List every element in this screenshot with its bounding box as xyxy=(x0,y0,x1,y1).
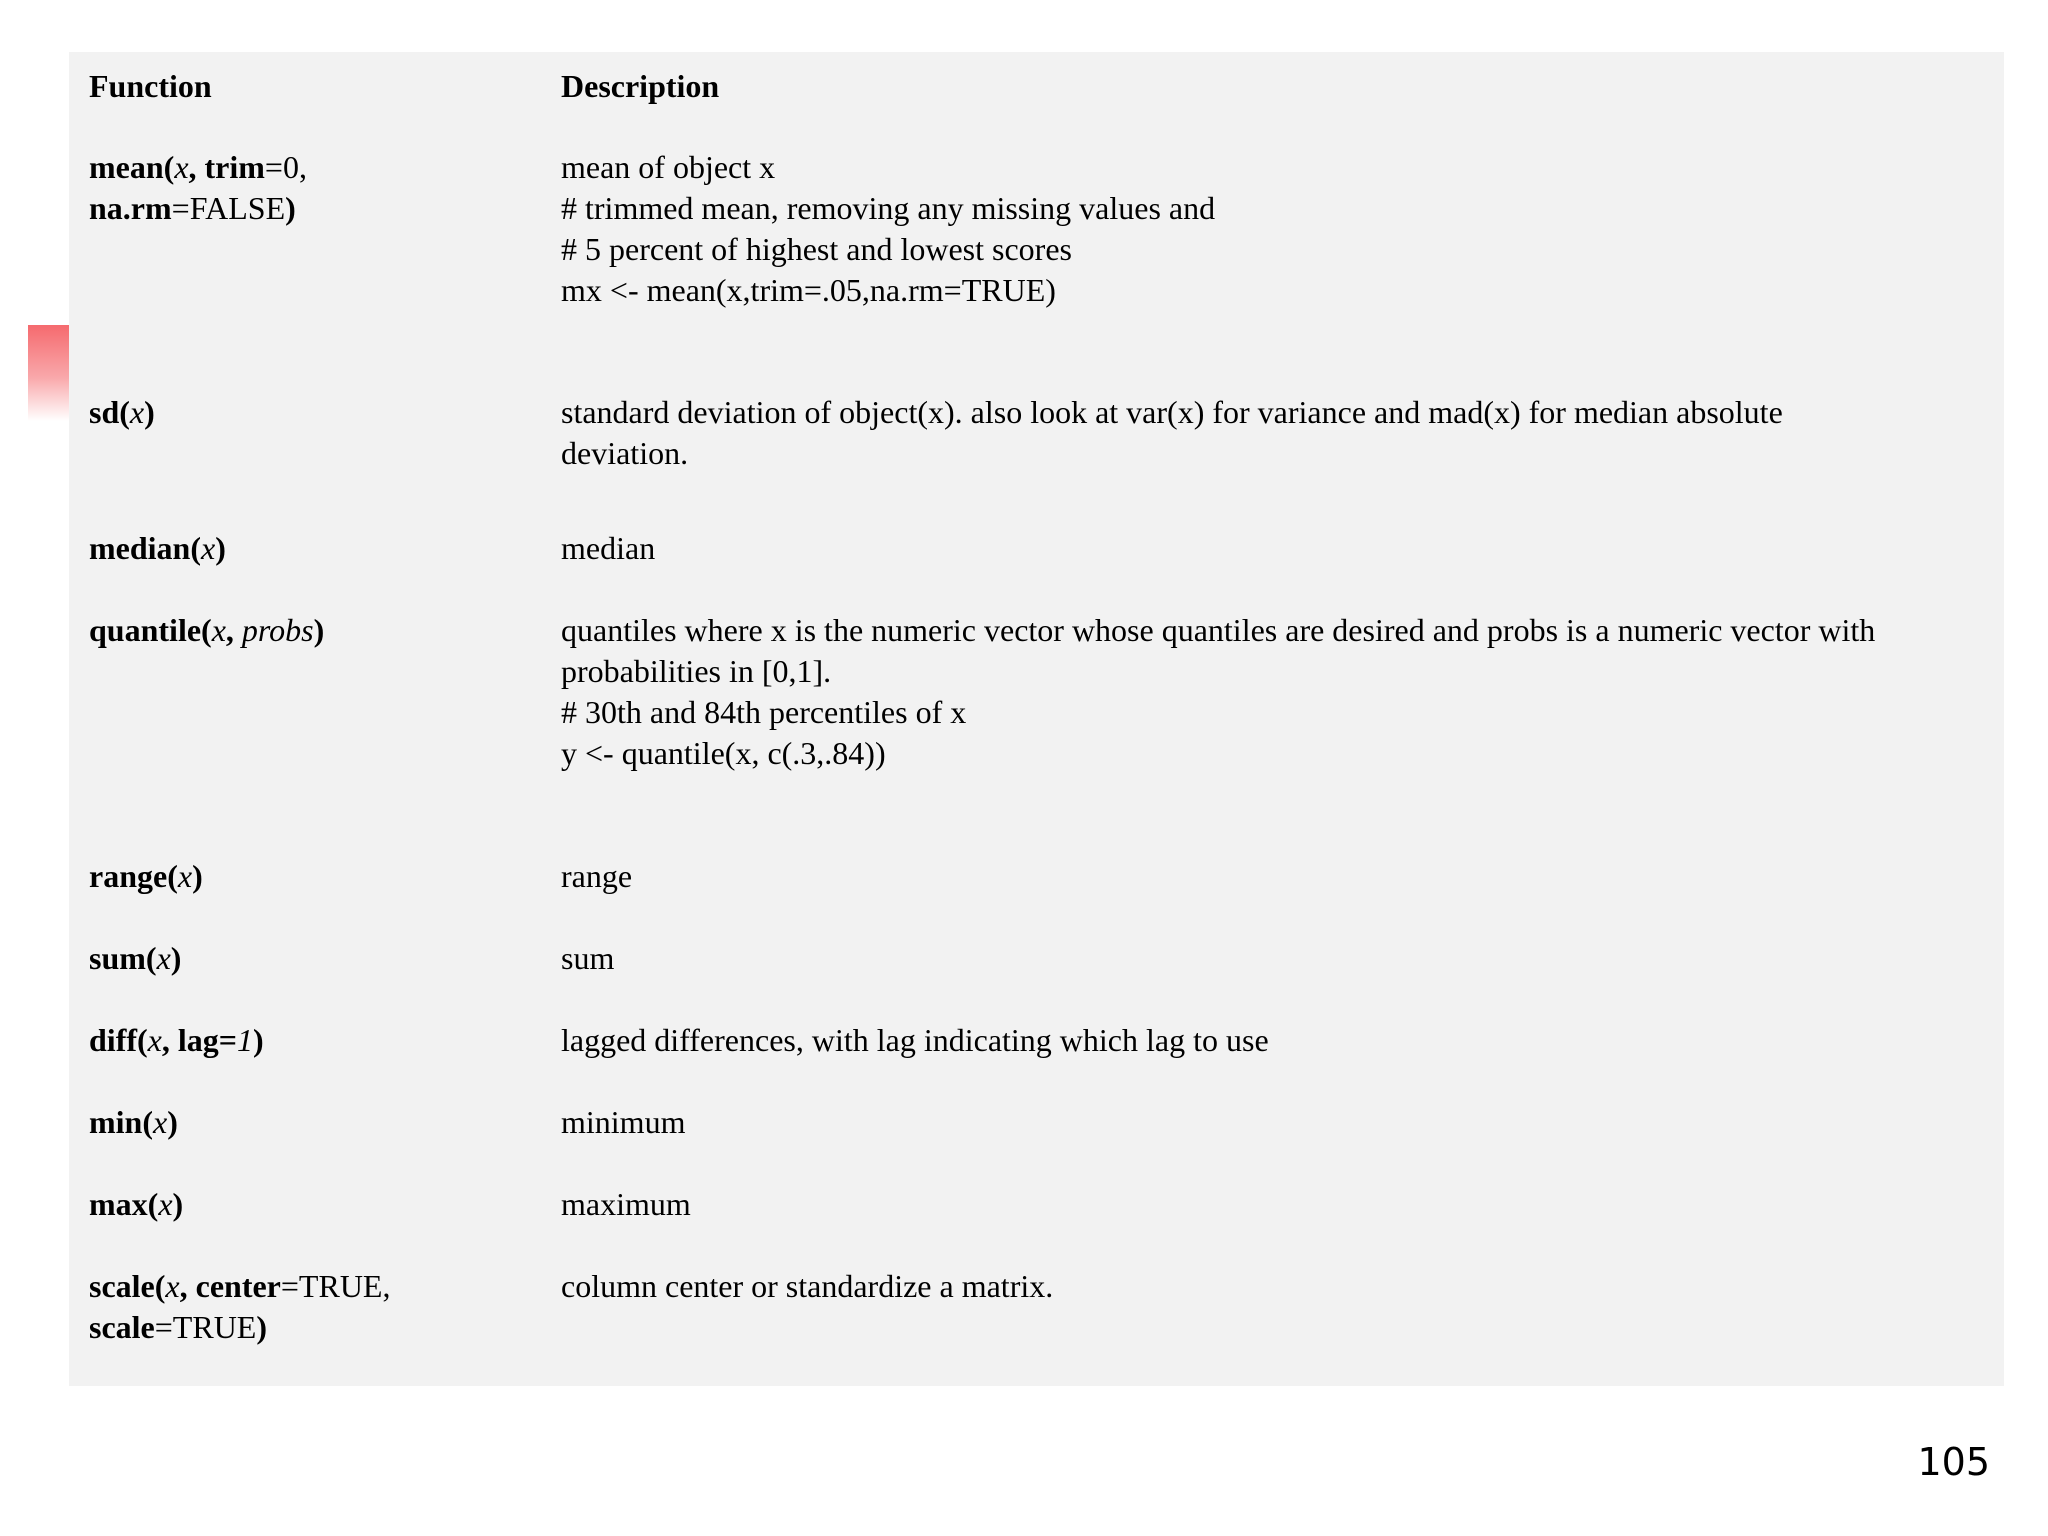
description-mean-line: # 5 percent of highest and lowest scores xyxy=(561,231,1072,267)
function-sum-arg: x xyxy=(156,940,171,976)
function-diff-arg-lag: , lag xyxy=(161,1022,219,1058)
description-sum xyxy=(561,938,614,979)
description-sum-line: sum xyxy=(561,940,615,976)
function-median xyxy=(89,528,226,569)
description-quantile xyxy=(561,610,1875,774)
description-quantile-line: probabilities in [0,1]. xyxy=(561,653,832,689)
function-range xyxy=(89,856,203,897)
slide-accent-marker xyxy=(28,325,69,421)
function-mean-arg-trim: , trim xyxy=(188,149,265,185)
description-quantile-line: quantiles where x is the numeric vector whose quantiles are desired and probs is a numeric vector with xyxy=(561,612,1876,648)
function-mean-narm-value: =FALSE xyxy=(171,190,286,226)
function-median-name: median( xyxy=(89,530,201,566)
function-sd-arg: x xyxy=(129,394,145,430)
function-max-close: ) xyxy=(172,1186,184,1222)
function-sum xyxy=(89,938,181,979)
function-scale-name: scale( xyxy=(89,1268,166,1304)
function-min-name: min( xyxy=(89,1104,153,1140)
function-diff xyxy=(89,1020,264,1061)
function-diff-close: ) xyxy=(252,1022,264,1058)
function-mean-trim-value: =0, xyxy=(264,149,307,185)
description-sd xyxy=(561,392,1783,474)
function-sd-name: sd( xyxy=(89,394,130,430)
function-quantile-arg-probs: probs xyxy=(241,612,314,648)
description-range-line: range xyxy=(561,858,633,894)
description-max xyxy=(561,1184,691,1225)
function-diff-lag-value: 1 xyxy=(236,1022,253,1058)
description-diff xyxy=(561,1020,1269,1061)
description-scale xyxy=(561,1266,1053,1307)
description-quantile-line: # 30th and 84th percentiles of x xyxy=(561,694,967,730)
function-mean-line1 xyxy=(89,147,307,188)
description-mean-line: mean of object x xyxy=(561,149,776,185)
function-sd xyxy=(89,392,155,433)
function-min-arg: x xyxy=(153,1104,168,1140)
function-sd-close: ) xyxy=(144,394,155,430)
description-min-line: minimum xyxy=(561,1104,686,1140)
function-median-close: ) xyxy=(215,530,226,566)
header-function: Function xyxy=(89,68,212,104)
function-diff-name: diff( xyxy=(89,1022,148,1058)
description-max-line: maximum xyxy=(561,1186,691,1222)
function-min xyxy=(89,1102,178,1143)
description-median-line: median xyxy=(561,530,656,566)
function-range-arg: x xyxy=(177,858,193,894)
function-range-name: range( xyxy=(89,858,178,894)
function-min-close: ) xyxy=(167,1104,178,1140)
description-min xyxy=(561,1102,685,1143)
function-range-close: ) xyxy=(192,858,203,894)
function-mean-close: ) xyxy=(285,190,296,226)
description-sd-line: deviation. xyxy=(561,435,689,471)
function-sum-close: ) xyxy=(170,940,182,976)
function-scale-line1 xyxy=(89,1266,390,1307)
function-scale-arg-x: x xyxy=(165,1268,180,1304)
function-mean-arg-x: x xyxy=(174,149,189,185)
function-quantile xyxy=(89,610,324,651)
function-scale-center-value: =TRUE, xyxy=(280,1268,391,1304)
function-scale-line2 xyxy=(89,1307,390,1348)
function-scale-scale-value: =TRUE xyxy=(154,1309,257,1345)
function-scale xyxy=(89,1266,390,1348)
function-quantile-name: quantile( xyxy=(89,612,212,648)
function-scale-arg-center: , center xyxy=(179,1268,281,1304)
function-diff-arg-x: x xyxy=(147,1022,162,1058)
function-mean xyxy=(89,147,307,229)
function-mean-name: mean( xyxy=(89,149,175,185)
function-mean-arg-narm: na.rm xyxy=(89,190,172,226)
function-max xyxy=(89,1184,183,1225)
function-scale-close: ) xyxy=(256,1309,267,1345)
description-mean-line: # trimmed mean, removing any missing values and xyxy=(561,190,1216,226)
description-diff-line: lagged differences, with lag indicating which lag to use xyxy=(561,1022,1269,1058)
description-scale-line: column center or standardize a matrix. xyxy=(561,1268,1054,1304)
description-range xyxy=(561,856,632,897)
description-mean xyxy=(561,147,1215,311)
function-max-name: max( xyxy=(89,1186,159,1222)
description-mean-line: mx <- mean(x,trim=.05,na.rm=TRUE) xyxy=(561,272,1056,308)
header-description: Description xyxy=(561,68,720,104)
description-sd-line: standard deviation of object(x). also look at var(x) for variance and mad(x) for median absolute xyxy=(561,394,1783,430)
function-median-arg: x xyxy=(201,530,216,566)
function-quantile-arg-x: x xyxy=(211,612,226,648)
function-sum-name: sum( xyxy=(89,940,157,976)
function-quantile-close: ) xyxy=(313,612,325,648)
function-mean-line2 xyxy=(89,188,307,229)
function-quantile-separator: , xyxy=(225,612,242,648)
description-median xyxy=(561,528,655,569)
function-scale-arg-scale: scale xyxy=(89,1309,155,1345)
function-diff-equals: = xyxy=(218,1022,237,1058)
page-number: 105 xyxy=(1917,1440,1990,1484)
function-max-arg: x xyxy=(158,1186,173,1222)
description-quantile-line: y <- quantile(x, c(.3,.84)) xyxy=(561,735,886,771)
